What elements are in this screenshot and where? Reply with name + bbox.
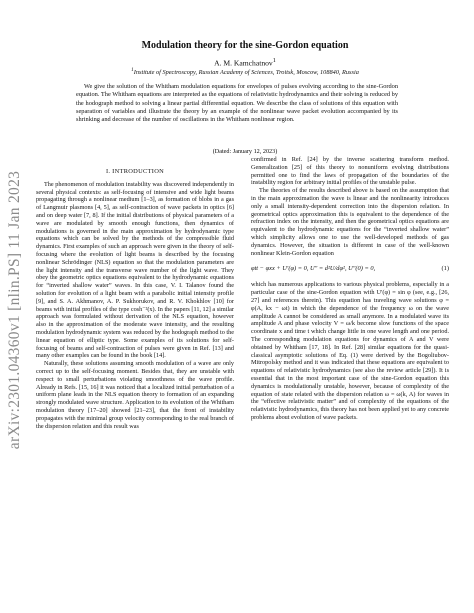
intro-paragraph-2: Naturally, these solutions assuming smooth modulation of a wave are only correct up to the self-focusing moment. Besides that, they are unstable with respect to small perturbations violating smoothness of the wave profile. Already in Refs. [15, 16] it was noticed that a localized initial perturbation of a uniform plane leads in the NLS equation theory to formation of an expanding strongly modulated wave structure. Application to its evolution of the Whitham modulation theory [17–20] showed [21–23], that the front of instability propagates with the minimal group velocity corresponding to the real branch of the dispersion relation and this result was [36, 360, 234, 430]
arxiv-identifier-text: arXiv:2301.04360v1 [nlin.PS] 11 Jan 2023 [6, 170, 23, 450]
paper-title: Modulation theory for the sine-Gordon equation [141, 40, 349, 51]
equation-number: (1) [441, 265, 449, 273]
section-heading: I. INTRODUCTION [105, 168, 165, 175]
arxiv-identifier-stamp [3, 160, 27, 460]
author-name: A. M. Kamchatnov$^1$ [214, 57, 276, 68]
right-column [251, 156, 449, 422]
abstract: We give the solution of the Whitham modulation equations for envelopes of pulses evolving according to the sine-Gordon equation. The Whitham equations are interpreted as the equations of relativistic hydrodynamics and their solving is reduced by the hodograph method to solving a linear partial differential equation. We describe the class of solutions of this equation with separation of variables and illustrate the theory by an example of the nonlinear wave packet evolution accompanied by its shrinking and decrease of the number of oscillations in the Whitham nonlinear region. [76, 83, 398, 124]
equation-body: φtt − φxx + U′(φ) = 0, U″ = d²U/dφ², U″(0) = 0, [251, 265, 376, 273]
intro-paragraph-1: The phenomenon of modulation instability was discovered independently in several physical contexts: as self-focusing of intensive and wide light beams propagating through a nonlinear medium [1–3], as formation of blobs in a gas of Langmuir plasmons [4, 5], as self-contraction of wave packets in optics [6] and on deep water [7, 8]. If the initial distributions of physical parameters of a wave are modulated by smooth enough functions, then dynamics of modulations is governed in the main approximation by hydrodynamic type equations which can be solved by the methods of the compressible fluid dynamics. First examples of such an approach were given in the theory of self-focusing where the evolution of light beams is described by the focusing nonlinear Schrödinger (NLS) equation so that the modulation parameters are the light intensity and the transverse wave number of the light wave. They obey the geometric optics equations equivalent to the hydrodynamic equations for “inverted shallow water” waves. In this case, V. I. Talanov found the solution for evolution of a light beam with a parabolic initial intensity profile [9], and S. A. Akhmanov, A. P. Sukhorukov, and R. V. Khokhlov [10] for beams with initial profiles of the type cosh⁻²(x). In the papers [11, 12] a similar approach was formulated without derivation of the NLS equation, however also in the approximation of the moderate wave intensity, and the resulting modulation hydrodynamic system was reduced by the hodograph method to the linear equation of elliptic type. Some examples of its solutions for self-focusing of beams and self-contraction of pulses were given in Ref. [13] and many other examples can be found in the book [14]. [36, 180, 234, 360]
dated-line: (Dated: January 12, 2023) [212, 148, 278, 155]
author-affiliation: $^1$Institute of Spectroscopy, Russian Academy of Sciences, Troitsk, Moscow, 108840, Russia [131, 67, 359, 77]
right-paragraph-1: confirmed in Ref. [24] by the inverse scattering transform method. Generalization [25] of this theory to nonuniform evolving distributions permitted one to find the laws of propagation of the boundaries of the instability region for arbitrary initial profiles of the unstable pulse. [251, 156, 449, 187]
equation-1 [251, 262, 449, 277]
right-paragraph-2: The theories of the results described above is based on the assumption that in the main approximation the wave is linear and the nonlinearity introduces only a small intensity-dependent correction into the dispersion relation. In geometrical optics approximation this is equivalent to the dependence of the refraction index on the intensity, and then the geometrical optics equations are equivalent to the hydrodynamic equations for the “inverted shallow water” which simplicity allows one to use the well-developed methods of gas dynamics. However, the situation is different in case of the well-known nonlinear Klein-Gordon equation [251, 187, 449, 257]
right-paragraph-3: which has numerous applications to various physical problems, especially in a particular case of the sine-Gordon equation with U′(φ) = sin φ (see, e.g., [26, 27] and references therein). This equation has traveling wave solutions φ = φ(A, kx − ωt) in which the dependence of the frequency ω on the wave amplitude A cannot be considered as small anymore. In a modulated wave its amplitude A and phase velocity V = ω/k become slow functions of the space coordinate x and time t which change little in one wave length and one period. The corresponding modulation equations for dynamics of A and V were obtained by Whitham [17, 18]. In Ref. [28] similar equations for the quasi-classical asymptotic solutions of Eq. (1) were derived by the Bogoliubov-Mitropolsky method and it was indicated that these equations are equivalent to equations of relativistic hydrodynamics (see also the review article [29]). It is essential that in the most important case of the sine-Gordon equation this dynamics is modulationally unstable, however, because of complexity of the equation of state related with the dispersion relation ω = ω(k, A) for waves in the “effective relativistic matter” and of complexity of the equations of the relativistic hydrodynamics, this theory has not been applied yet to any concrete problems about evolution of wave packets. [251, 281, 449, 421]
left-column [36, 168, 234, 430]
